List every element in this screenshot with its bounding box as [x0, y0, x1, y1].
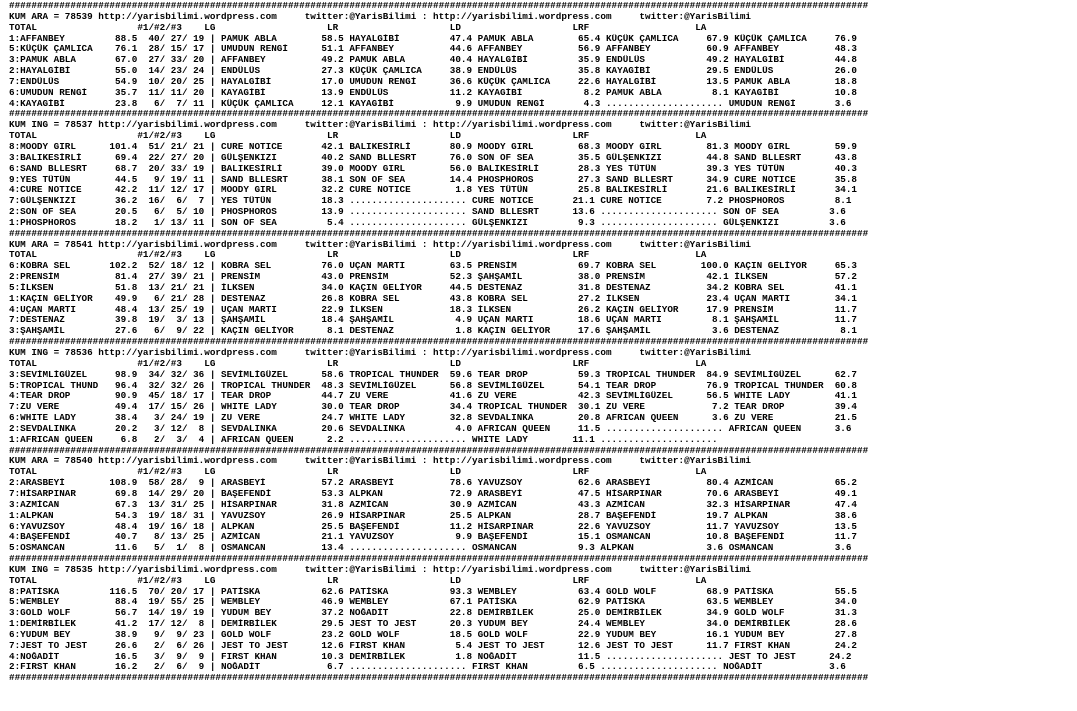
horse-row: 7:GÜLŞENKIZI 36.2 16/ 6/ 7 | YES TÜTÜN 18.3 ..................... CURE NOTICE 21.1 CURE NOTICE 7.2 PHOSPHOROS 8.1 — [9, 196, 852, 207]
separator-line: ########################################################################################################################################################## — [9, 109, 869, 120]
horse-row: 7:ZU VERE 49.4 17/ 15/ 26 | WHITE LADY 30.0 TEAR DROP 34.4 TROPICAL THUNDER 30.1 ZU VERE 7.2 TEAR DROP 39.4 — [9, 402, 858, 413]
horse-row: 3:GOLD WOLF 56.7 14/ 19/ 19 | YUDUM BEY 37.2 NOĞADİT 22.8 DEMİRBİLEK 25.0 DEMİRBİLEK 34.9 GOLD WOLF 31.3 — [9, 608, 858, 619]
horse-row: 9:YES TÜTÜN 44.5 9/ 19/ 11 | SAND BLLESRT 38.1 SON OF SEA 14.4 PHOSPHOROS 27.3 SAND BLLESRT 34.9 CURE NOTICE 35.8 — [9, 174, 858, 185]
horse-row: 3:SEVİMLİGÜZEL 98.9 34/ 32/ 36 | SEVİMLİGÜZEL 58.6 TROPICAL THUNDER 59.6 TEAR DROP 59.3 TROPICAL THUNDER 84.9 SEVİMLİGÜZEL 62.7 — [9, 369, 858, 380]
separator-line: ########################################################################################################################################################## — [9, 337, 869, 348]
horse-row: 6:WHITE LADY 38.4 3/ 24/ 19 | ZU VERE 24.7 WHITE LADY 32.8 SEVDALINKA 20.8 AFRICAN QUEEN 3.6 ZU VERE 21.5 — [9, 413, 858, 424]
race-header: KUM ING = 78537 http://yarisbilimi.wordpress.com twitter:@YarisBilimi : http://yarisbilimi.wordpress.com twitter:@YarisBilimi — [9, 120, 752, 131]
horse-row: 4:NOĞADİT 16.5 3/ 9/ 9 | FIRST KHAN 10.3 DEMİRBİLEK 1.8 NOĞADİT 11.5 ..................... JEST TO JEST 24.2 — [9, 651, 852, 662]
separator-line: ########################################################################################################################################################## — [9, 228, 869, 239]
horse-row: 4:CURE NOTICE 42.2 11/ 12/ 17 | MOODY GIRL 32.2 CURE NOTICE 1.8 YES TÜTÜN 25.8 BALIKESİRLİ 21.6 BALIKESİRLİ 34.1 — [9, 185, 858, 196]
horse-row: 6:SAND BLLESRT 68.7 20/ 33/ 19 | BALIKESİRLİ 39.0 MOODY GIRL 56.0 BALIKESİRLİ 28.3 YES TÜTÜN 39.3 YES TÜTÜN 40.3 — [9, 163, 858, 174]
horse-row: 4:TEAR DROP 90.9 45/ 18/ 17 | TEAR DROP 44.7 ZU VERE 41.6 ZU VERE 42.3 SEVİMLİGÜZEL 56.5 WHITE LADY 41.1 — [9, 391, 858, 402]
column-headers: TOTAL #1/#2/#3 LG LR LD LRF LA — [9, 467, 707, 478]
horse-row: 6:YUDUM BEY 38.9 9/ 9/ 23 | GOLD WOLF 23.2 GOLD WOLF 18.5 GOLD WOLF 22.9 YUDUM BEY 16.1 YUDUM BEY 27.8 — [9, 629, 858, 640]
horse-row: 3:BALIKESİRLİ 69.4 22/ 27/ 20 | GÜLŞENKIZI 40.2 SAND BLLESRT 76.0 SON OF SEA 35.5 GÜLŞENKIZI 44.8 SAND BLLESRT 43.8 — [9, 152, 858, 163]
horse-row: 6:KOBRA SEL 102.2 52/ 18/ 12 | KOBRA SEL 76.0 UÇAN MARTI 63.5 PRENSİM 69.7 KOBRA SEL 100.0 KAÇIN GELİYOR 65.3 — [9, 261, 858, 272]
horse-row: 7:JEST TO JEST 26.6 2/ 6/ 26 | JEST TO JEST 12.6 FIRST KHAN 5.4 JEST TO JEST 12.6 JEST TO JEST 11.7 FIRST KHAN 24.2 — [9, 640, 858, 651]
horse-row: 1:AFFANBEY 88.5 40/ 27/ 19 | PAMUK ABLA 58.5 HAYALGİBİ 47.4 PAMUK ABLA 65.4 KÜÇÜK ÇAMLICA 67.9 KÜÇÜK ÇAMLICA 76.9 — [9, 33, 858, 44]
separator-line: ########################################################################################################################################################## — [9, 445, 869, 456]
horse-row: 8:PATİSKA 116.5 70/ 20/ 17 | PATİSKA 62.6 PATİSKA 93.3 WEMBLEY 63.4 GOLD WOLF 68.9 PATİSKA 55.5 — [9, 586, 858, 597]
race-header: KUM ING = 78536 http://yarisbilimi.wordpress.com twitter:@YarisBilimi : http://yarisbilimi.wordpress.com twitter:@YarisBilimi — [9, 348, 752, 358]
column-headers: TOTAL #1/#2/#3 LG LR LD LRF LA — [9, 575, 707, 586]
horse-row: 1:ALPKAN 54.3 19/ 18/ 31 | YAVUZSOY 26.9 HİSARPINAR 25.5 ALPKAN 28.7 BAŞEFENDİ 19.7 ALPKAN 38.6 — [9, 510, 858, 521]
horse-row: 3:AZMİCAN 67.3 13/ 31/ 25 | HİSARPINAR 31.8 AZMİCAN 30.9 AZMİCAN 43.3 AZMİCAN 32.3 HİSARPINAR 47.4 — [9, 499, 858, 510]
column-headers: TOTAL #1/#2/#3 LG LR LD LRF LA — [9, 131, 707, 142]
horse-row: 2:ARASBEYİ 108.9 58/ 28/ 9 | ARASBEYİ 57.2 ARASBEYİ 78.6 YAVUZSOY 62.6 ARASBEYİ 80.4 AZMİCAN 65.2 — [9, 478, 858, 489]
horse-row: 2:SEVDALINKA 20.2 3/ 12/ 8 | SEVDALINKA 20.6 SEVDALINKA 4.0 AFRICAN QUEEN 11.5 ..................... AFRICAN QUEEN 3.6 — [9, 423, 852, 434]
horse-row: 7:DESTENAZ 39.8 19/ 3/ 13 | ŞAHŞAMİL 18.4 ŞAHŞAMİL 4.9 UÇAN MARTI 18.6 UÇAN MARTI 8.1 ŞAHŞAMİL 11.7 — [9, 315, 858, 326]
race-header: KUM ING = 78535 http://yarisbilimi.wordpress.com twitter:@YarisBilimi : http://yarisbilimi.wordpress.com twitter:@YarisBilimi — [9, 564, 752, 575]
horse-row: 6:YAVUZSOY 48.4 19/ 16/ 18 | ALPKAN 25.5 BAŞEFENDİ 11.2 HİSARPINAR 22.6 YAVUZSOY 11.7 YAVUZSOY 13.5 — [9, 521, 858, 532]
horse-row: 2:HAYALGİBİ 55.0 14/ 23/ 24 | ENDÜLÜS 27.3 KÜÇÜK ÇAMLICA 38.9 ENDÜLÜS 35.8 KAYAGİBİ 29.5 ENDÜLÜS 26.0 — [9, 66, 858, 77]
horse-row: 1:DEMİRBİLEK 41.2 17/ 12/ 8 | DEMİRBİLEK 29.5 JEST TO JEST 20.3 YUDUM BEY 24.4 WEMBLEY 34.0 DEMİRBİLEK 28.6 — [9, 619, 858, 630]
horse-row: 5:İLKSEN 51.8 13/ 21/ 21 | İLKSEN 34.0 KAÇIN GELİYOR 44.5 DESTENAZ 31.8 DESTENAZ 34.2 KOBRA SEL 41.1 — [9, 282, 858, 293]
separator-line: ########################################################################################################################################################## — [9, 673, 869, 684]
horse-row: 2:FIRST KHAN 16.2 2/ 6/ 9 | NOĞADİT 6.7 ..................... FIRST KHAN 6.5 ..................... NOĞADİT 3.6 — [9, 662, 846, 673]
horse-row: 5:KÜÇÜK ÇAMLICA 76.1 28/ 15/ 17 | UMUDUN RENGİ 51.1 AFFANBEY 44.6 AFFANBEY 56.9 AFFANBEY 60.9 AFFANBEY 48.3 — [9, 44, 858, 55]
horse-row: 4:BAŞEFENDİ 40.7 8/ 13/ 25 | AZMİCAN 21.1 YAVUZSOY 9.9 BAŞEFENDİ 15.1 OSMANCAN 10.8 BAŞEFENDİ 11.7 — [9, 532, 858, 543]
horse-row: 3:PAMUK ABLA 67.0 27/ 33/ 20 | AFFANBEY 49.2 PAMUK ABLA 40.4 HAYALGİBİ 35.9 ENDÜLÜS 49.2 HAYALGİBİ 44.8 — [9, 55, 858, 66]
horse-row: 7:HİSARPINAR 69.8 14/ 29/ 20 | BAŞEFENDİ 53.3 ALPKAN 72.9 ARASBEYİ 47.5 HİSARPINAR 70.6 ARASBEYİ 49.1 — [9, 488, 858, 499]
horse-row: 5:OSMANCAN 11.6 5/ 1/ 8 | OSMANCAN 13.4 ..................... OSMANCAN 9.3 ALPKAN 3.6 OSMANCAN 3.6 — [9, 543, 852, 554]
horse-row: 1:PHOSPHOROS 18.2 1/ 13/ 11 | SON OF SEA 5.4 ..................... GÜLŞENKIZI 9.3 ..................... GÜLŞENKIZI 3.6 — [9, 217, 846, 228]
race-header: KUM ARA = 78539 http://yarisbilimi.wordpress.com twitter:@YarisBilimi : http://yarisbilimi.wordpress.com twitter:@YarisBilimi — [9, 11, 752, 22]
horse-row: 5:WEMBLEY 88.4 19/ 55/ 25 | WEMBLEY 46.9 WEMBLEY 67.1 PATİSKA 62.9 PATİSKA 63.5 WEMBLEY 34.0 — [9, 597, 858, 608]
horse-row: 6:UMUDUN RENGİ 35.7 11/ 11/ 20 | KAYAGİBİ 13.9 ENDÜLÜS 11.2 KAYAGİBİ 8.2 PAMUK ABLA 8.1 KAYAGİBİ 10.8 — [9, 87, 858, 98]
horse-row: 1:KAÇIN GELİYOR 49.9 6/ 21/ 28 | DESTENAZ 26.8 KOBRA SEL 43.8 KOBRA SEL 27.2 İLKSEN 23.4 UÇAN MARTI 34.1 — [9, 293, 858, 304]
race-header: KUM ARA = 78540 http://yarisbilimi.wordpress.com twitter:@YarisBilimi : http://yarisbilimi.wordpress.com twitter:@YarisBilimi — [9, 456, 752, 467]
column-headers: TOTAL #1/#2/#3 LG LR LD LRF LA — [9, 22, 707, 33]
horse-row: 5:TROPICAL THUND 96.4 32/ 32/ 26 | TROPICAL THUNDER 48.3 SEVİMLİGÜZEL 56.8 SEVİMLİGÜZEL 54.1 TEAR DROP 76.9 TROPICAL THUNDER 60.8 — [9, 380, 858, 391]
horse-row: 4:KAYAGİBİ 23.8 6/ 7/ 11 | KÜÇÜK ÇAMLICA 12.1 KAYAGİBİ 9.9 UMUDUN RENGİ 4.3 ..................... UMUDUN RENGİ 3.6 — [9, 98, 852, 109]
horse-row: 2:SON OF SEA 20.5 6/ 5/ 10 | PHOSPHOROS 13.9 ..................... SAND BLLESRT 13.6 ..................... SON OF SEA 3.6 — [9, 207, 846, 218]
horse-row: 3:ŞAHŞAMİL 27.6 6/ 9/ 22 | KAÇIN GELİYOR 8.1 DESTENAZ 1.8 KAÇIN GELİYOR 17.6 ŞAHŞAMİL 3.6 DESTENAZ 8.1 — [9, 326, 858, 337]
separator-line: ########################################################################################################################################################## — [9, 554, 869, 565]
race-header: KUM ARA = 78541 http://yarisbilimi.wordpress.com twitter:@YarisBilimi : http://yarisbilimi.wordpress.com twitter:@YarisBilimi — [9, 239, 752, 250]
horse-row: 2:PRENSİM 81.4 27/ 39/ 21 | PRENSİM 43.0 PRENSİM 52.3 ŞAHŞAMİL 38.0 PRENSİM 42.1 İLKSEN 57.2 — [9, 272, 858, 283]
column-headers: TOTAL #1/#2/#3 LG LR LD LRF LA — [9, 250, 707, 261]
separator-line: ########################################################################################################################################################## — [9, 1, 869, 11]
horse-row: 1:AFRICAN QUEEN 6.8 2/ 3/ 4 | AFRICAN QUEEN 2.2 ..................... WHITE LADY 11.1 ..................... — [9, 434, 718, 445]
horse-row: 7:ENDÜLÜS 54.9 10/ 20/ 25 | HAYALGİBİ 17.0 UMUDUN RENGİ 36.6 KÜÇÜK ÇAMLICA 22.6 HAYALGİBİ 13.5 PAMUK ABLA 18.8 — [9, 76, 858, 87]
horse-row: 8:MOODY GIRL 101.4 51/ 21/ 21 | CURE NOTICE 42.1 BALIKESİRLİ 80.9 MOODY GIRL 68.3 MOODY GIRL 81.3 MOODY GIRL 59.9 — [9, 141, 858, 152]
horse-row: 4:UÇAN MARTI 48.4 13/ 25/ 19 | UÇAN MARTI 22.9 İLKSEN 18.3 İLKSEN 26.2 KAÇIN GELİYOR 17.9 PRENSİM 11.7 — [9, 304, 858, 315]
column-headers: TOTAL #1/#2/#3 LG LR LD LRF LA — [9, 358, 707, 369]
